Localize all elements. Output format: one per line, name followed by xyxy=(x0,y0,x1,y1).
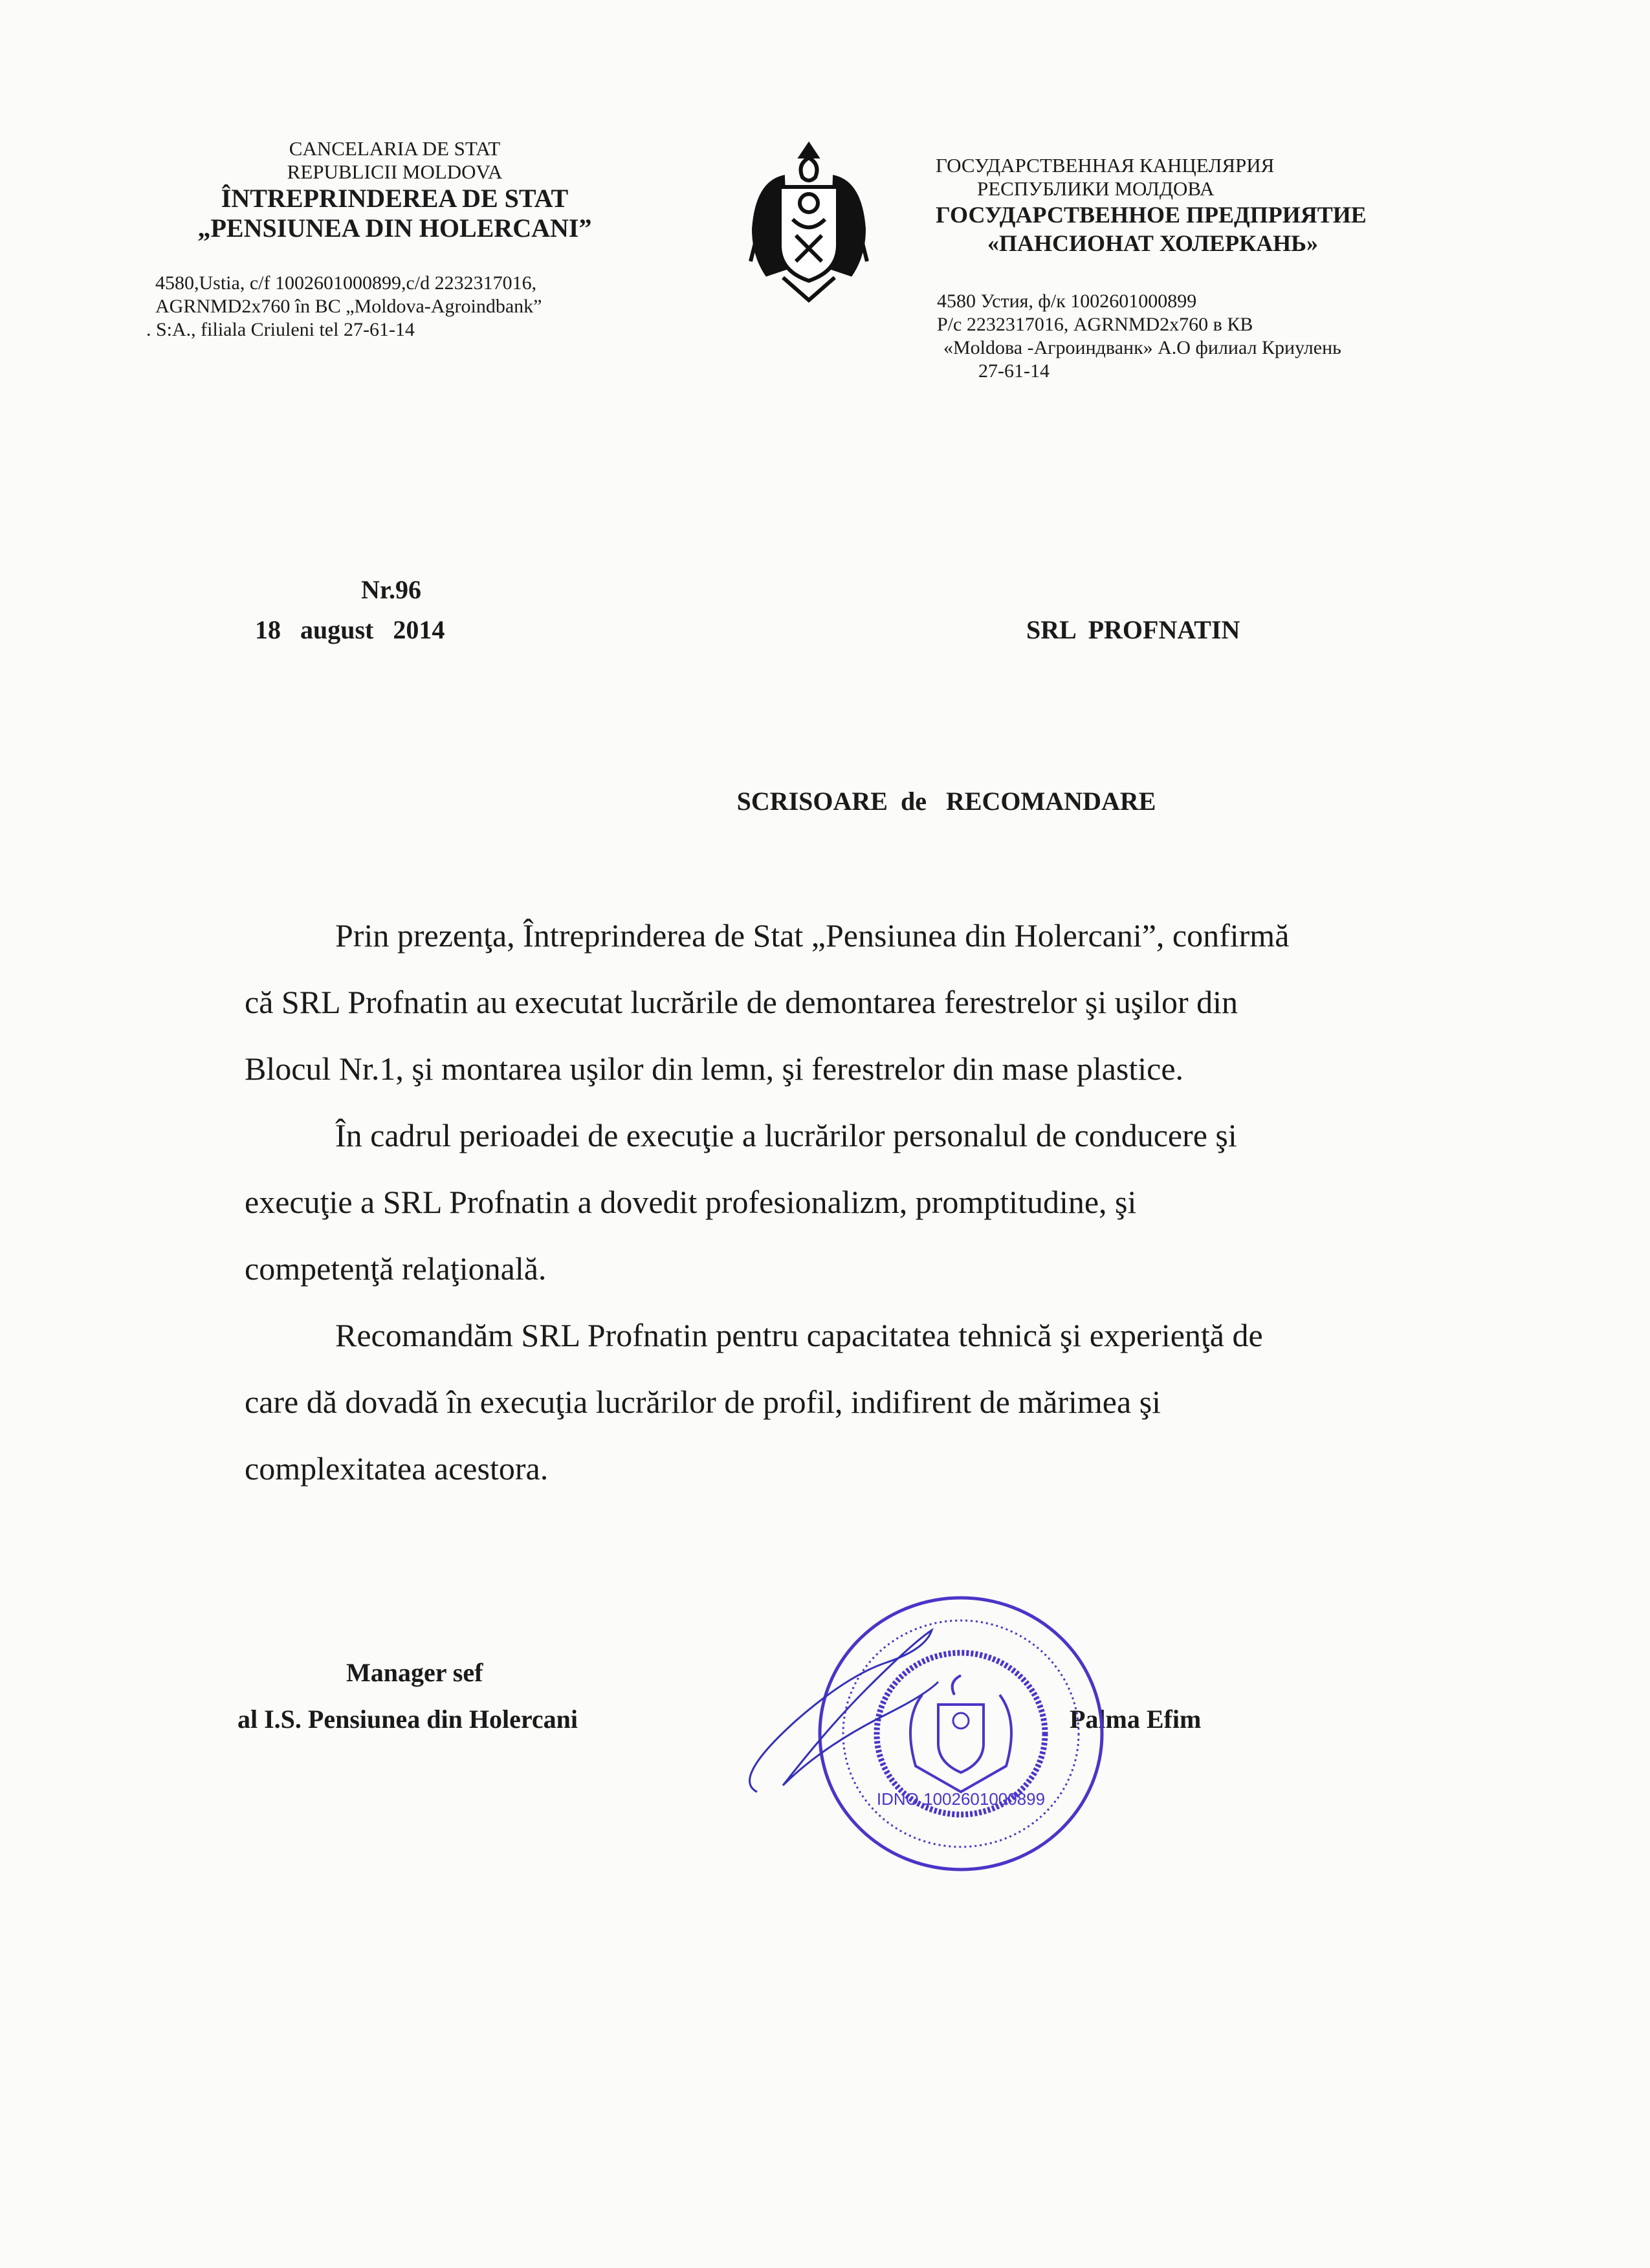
header-line: CANCELARIA DE STAT xyxy=(289,137,501,160)
letter-title: SCRISOARE de RECOMANDARE xyxy=(736,787,1156,816)
org-name: ГОСУДАРСТВЕННОЕ ПРЕДПРИЯТИЕ xyxy=(936,202,1367,228)
signer-org: al I.S. Pensiunea din Holercani xyxy=(237,1705,578,1734)
header-line: REPUBLICII MOLDOVA xyxy=(287,160,503,183)
ref-number: Nr.96 xyxy=(361,575,421,604)
body-line: care dă dovadă în execuţia lucrărilor de profil, indifirent de mărimea şi xyxy=(245,1384,1161,1420)
header-left xyxy=(149,137,641,243)
paragraph xyxy=(245,1102,1487,1302)
handwritten-signature xyxy=(738,1617,996,1811)
paragraph xyxy=(245,902,1487,1102)
body-line: execuţie a SRL Profnatin a dovedit profesionalizm, promptitudine, şi xyxy=(245,1184,1137,1220)
body-line: complexitatea acestora. xyxy=(245,1450,549,1487)
address-line: 27-61-14 xyxy=(978,360,1050,382)
address-line: 4580 Устия, ф/к 1002601000899 xyxy=(937,290,1197,312)
coat-of-arms-icon xyxy=(744,138,874,307)
paragraph xyxy=(245,1302,1487,1502)
header-line: ГОСУДАРСТВЕННАЯ КАНЦЕЛЯРИЯ xyxy=(936,154,1275,177)
signer-name: Palma Efim xyxy=(1070,1705,1202,1734)
body-line: Prin prezenţa, Întreprinderea de Stat „Pensiunea din Holercani”, confirmă xyxy=(335,917,1290,954)
address-right xyxy=(937,290,1341,383)
header-right xyxy=(936,154,1367,257)
address-left xyxy=(146,272,542,342)
org-name: „PENSIUNEA DIN HOLERCANI” xyxy=(197,213,592,243)
address-line: 4580,Ustia, c/f 1002601000899,c/d 2232317016, xyxy=(155,272,537,294)
body-line: competenţă relaţională. xyxy=(245,1250,547,1287)
address-line: Р/с 2232317016, AGRNMD2x760 в КВ xyxy=(937,314,1253,335)
address-line: . S:A., filiala Criuleni tel 27-61-14 xyxy=(146,319,415,340)
recipient: SRL PROFNATIN xyxy=(1026,615,1240,644)
org-name: «ПАНСИОНАТ ХОЛЕРКАНЬ» xyxy=(987,230,1318,256)
body-line: Blocul Nr.1, şi montarea uşilor din lemn, şi ferestrelor din mase plastice. xyxy=(245,1051,1184,1087)
signer-role: Manager sef xyxy=(346,1658,483,1687)
ref-date: 18 august 2014 xyxy=(255,615,445,644)
header-line: РЕСПУБЛИКИ МОЛДОВА xyxy=(977,177,1215,200)
body-line: că SRL Profnatin au executat lucrările de demontarea ferestrelor şi uşilor din xyxy=(245,984,1238,1020)
letter-body xyxy=(245,902,1487,1502)
body-line: În cadrul perioadei de execuţie a lucrărilor personalul de conducere şi xyxy=(335,1117,1237,1153)
address-line: AGRNMD2x760 în BC „Moldova-Agroindbank” xyxy=(155,296,542,317)
stamp-idno: IDNO 1002601000899 xyxy=(876,1789,1046,1809)
address-line: «Moldова -Агроиндванк» А.О филиал Криулень xyxy=(943,337,1341,358)
body-line: Recomandăm SRL Profnatin pentru capacitatea tehnică şi experienţă de xyxy=(335,1317,1263,1353)
org-name: ÎNTREPRINDEREA DE STAT xyxy=(221,184,569,213)
